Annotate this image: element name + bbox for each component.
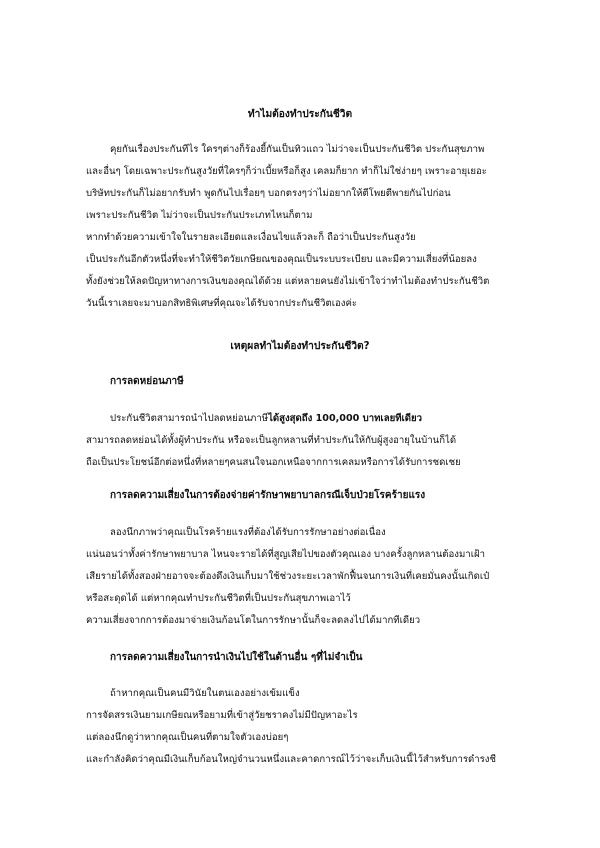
section-heading: การลดความเสี่ยงในการต้องจ่ายค่ารักษาพยาบาลกรณีเจ็บป่วยโรคร้ายแรง: [110, 490, 426, 501]
section-line: เสียรายได้ทั้งสองฝ่ายอาจจะต้องดึงเงินเก็บมาใช้ช่วงระยะเวลาพักฟื้นจนการเงินที่เคยมั่นคงนั้นเกิดเป๋: [86, 571, 490, 582]
intro-line: บริษัทประกันก็ไม่อยากรับทำ พูดกันไปเรื่อยๆ บอกตรงๆว่าไม่อยากให้ตีโพยตีพายกันไปก่อน: [86, 188, 451, 199]
page-title: ทำไมต้องทำประกันชีวิต: [247, 109, 353, 120]
tax-text: ประกันชีวิตสามารถนำไปลดหย่อนภาษี: [110, 413, 269, 424]
section-line: แต่ลองนึกดูว่าหากคุณเป็นคนที่ตามใจตัวเองบ่อยๆ: [86, 732, 289, 743]
section-line: ความเสี่ยงจากการต้องมาจ่ายเงินก้อนโตในการรักษานั้นก็จะลดลงไปได้มากทีเดียว: [86, 615, 421, 626]
intro-line: เพราะประกันชีวิต ไม่ว่าจะเป็นประกันประเภทไหนก็ตาม: [86, 210, 313, 221]
section-line: ลองนึกภาพว่าคุณเป็นโรคร้ายแรงที่ต้องได้รับการรักษาอย่างต่อเนื่อง: [110, 527, 386, 538]
tax-max-amount: ได้สูงสุดถึง 100,000 บาทเลยทีเดียว: [268, 413, 423, 424]
section-subtitle: เหตุผลทำไมต้องทำประกันชีวิต?: [230, 341, 370, 352]
section-heading: การลดหย่อนภาษี: [110, 376, 184, 387]
intro-line: เป็นประกันอีกตัวหนึ่งที่จะทำให้ชีวิตวัยเกษียณของคุณเป็นระบบระเบียบ และมีความเสี่ยงที่น้อยลง: [86, 254, 477, 265]
section-line: แน่นอนว่าทั้งค่ารักษาพยาบาล ไหนจะรายได้ที่สูญเสียไปของตัวคุณเอง บางครั้งลูกหลานต้องมาเฝ้า: [86, 549, 485, 560]
section-line: [110, 412, 422, 426]
intro-line: คุยกันเรื่องประกันทีไร ใครๆต่างก็ร้องยี้กันเป็นทิวแถว ไม่ว่าจะเป็นประกันชีวิต ประกันสุขภาพ: [110, 144, 485, 155]
intro-line: และอื่นๆ โดยเฉพาะประกันสูงวัยที่ใครๆก็ว่าเบี้ยหรือก็สูง เคลมก็ยาก ทำก็ไม่ใช่ง่ายๆ เพราะอายุเยอะ: [86, 166, 487, 177]
section-line: หรือสะดุดได้ แต่หากคุณทำประกันชีวิตที่เป็นประกันสุขภาพเอาไว้: [86, 593, 351, 604]
section-heading: การลดความเสี่ยงในการนำเงินไปใช้ในด้านอื่น ๆที่ไม่จำเป็น: [110, 652, 363, 663]
section-line: และกำลังคิดว่าคุณมีเงินเก็บก้อนใหญ่จำนวนหนึ่งและคาดการณ์ไว้ว่าจะเก็บเงินนี้ไว้สำหรับการดำรงชี: [86, 754, 496, 765]
section-line: ถือเป็นประโยชน์อีกต่อหนึ่งที่หลายๆคนสนใจนอกเหนือจากการเคลมหรือการได้รับการชดเชย: [86, 457, 461, 468]
intro-line: หากทำด้วยความเข้าใจในรายละเอียดและเงื่อนไขแล้วละก็ ถือว่าเป็นประกันสูงวัย: [86, 232, 416, 243]
section-line: การจัดสรรเงินยามเกษียณหรือยามที่เข้าสู่วัยชราคงไม่มีปัญหาอะไร: [86, 710, 358, 721]
section-line: สามารถลดหย่อนได้ทั้งผู้ทำประกัน หรือจะเป็นลูกหลานที่ทำประกันให้กับผู้สูงอายุในบ้านก็ได้: [86, 435, 457, 446]
section-line: ถ้าหากคุณเป็นคนมีวินัยในตนเองอย่างเข้มแข็ง: [110, 688, 300, 699]
intro-line: ทั้งยังช่วยให้ลดปัญหาทางการเงินของคุณได้ด้วย แต่หลายคนยังไม่เข้าใจว่าทำไมต้องทำประกันชีวิต: [86, 276, 490, 287]
intro-line: วันนี้เราเลยจะมาบอกสิทธิพิเศษที่คุณจะได้รับจากประกันชีวิตเองค่ะ: [86, 298, 358, 309]
